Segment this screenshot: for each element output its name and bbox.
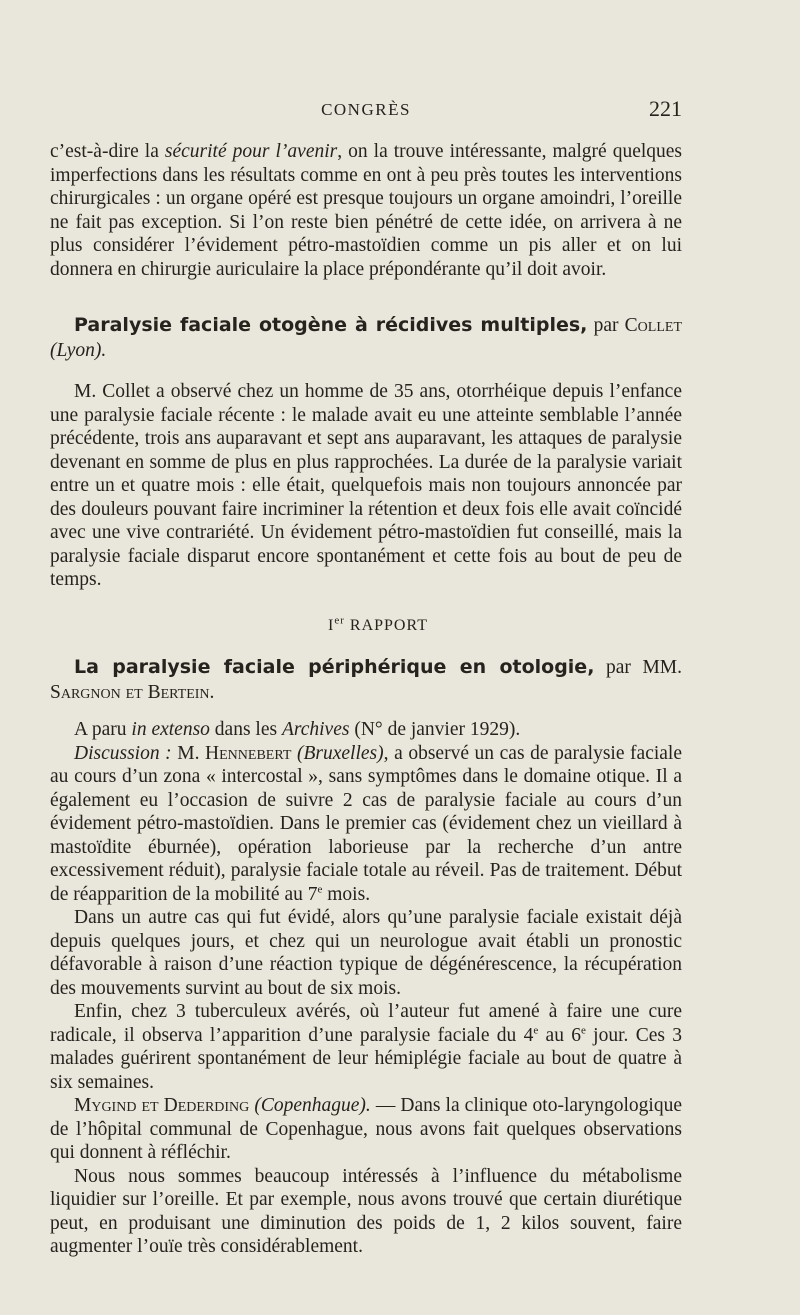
paragraph-second-case: Dans un autre cas qui fut évidé, alors qu’une paralysie faciale existait déjà depuis quelques jours, et chez qui un neurologue avait établi un pronostic défavorable à raison d’une réaction typique de dégénérescence, la récupération des mouvements survint au bout de six mois. [50,907,682,999]
page-body [50,140,682,1259]
paragraph-mygind: Mygind et Dederding (Copenhague). — Dans la clinique oto-laryngologique de l’hôpital communal de Copenhague, nous avons fait quelques observations qui donnent à réfléchir. [50,1095,683,1163]
paragraph-metabolism: Nous nous sommes beaucoup intéressés à l’influence du métabolisme liquidier sur l’oreille. Et par exemple, nous avons trouvé que certain diurétique peut, en produisant une diminution des poids de 1, 2 kilos souvent, faire augmenter l’ouïe très considérablement. [50,1165,682,1257]
paragraph-tuberculosis: Enfin, chez 3 tuberculeux avérés, où l’auteur fut amené à faire une cure radicale, il observa l’apparition d’une paralysie faciale du 4e au 6e jour. Ces 3 malades guérirent spontanément de leur hémiplégie faciale au bout de quatre à six semaines. [50,1001,682,1093]
running-title: CONGRÈS [321,100,411,119]
discussion-paragraph: Discussion : M. Hennebert (Bruxelles), a observé un cas de paralysie faciale au cours d’un zona « intercostal », sans symptômes dans le domaine otique. Il a également eu l’occasion de suivre 2 cas de paralysie faciale au cours d’un évidement pétro-mastoïdien. Dans le premier cas (évidement chez un vieillard à mastoïdite éburnée), opération laborieuse par la recherche d’un antre excessivement réduit), paralysie faciale totale au réveil. Pas de traitement. Début de réapparition de la mobilité au 7e mois. [50,742,683,905]
intro-paragraph: c’est-à-dire la sécurité pour l’avenir, on la trouve intéressante, malgré quelques imperfections dans les résultats comme en ont à peu près toutes les interventions chirurgicales : un organe opéré est presque toujours un organe amoindri, l’oreille ne fait pas exception. Si l’on reste bien pénétré de cette idée, on arrivera à ne plus considérer l’évidement pétro-mastoïdien comme un pis aller et on lui donnera en chirurgie auriculaire la place prépondérante qu’il doit avoir. [50,141,683,280]
article-title-2: La paralysie faciale périphérique en otologie, par MM. Sargnon et Bertein. [50,656,683,703]
page-number: 221 [649,96,682,121]
section-heading: Ier RAPPORT [328,614,428,634]
running-header [50,96,682,126]
article-2-published: A paru in extenso dans les Archives (N° de janvier 1929). [74,719,521,740]
article-1-text: M. Collet a observé chez un homme de 35 ans, otorrhéique depuis l’enfance une paralysie faciale récente : le malade avait eu une atteinte semblable l’année précédente, trois ans auparavant et sept ans auparavant, les attaques de paralysie devenant en somme de plus en plus rapprochées. La durée de la paralysie variait entre un et quatre mois : elle était, quelquefois mais non toujours annoncée par des douleurs pouvant faire incriminer la rétention et deux fois elle avait coïncidé avec une vive contrariété. Un évidement pétro-mastoïdien fut conseillé, mais la paralysie faciale disparut encore spontanément et cette fois au bout de peu de temps. [50,381,682,590]
article-title-1: Paralysie faciale otogène à récidives multiples, par Collet (Lyon). [50,314,682,361]
